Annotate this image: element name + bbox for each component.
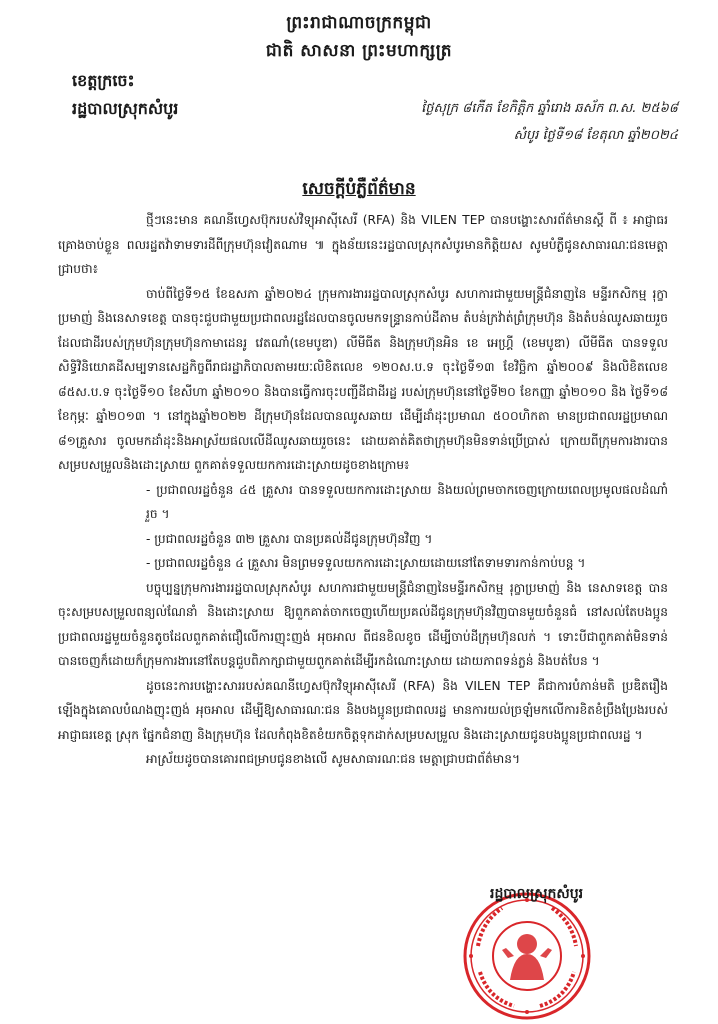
closing-line: អាស្រ័យដូចបានគោរពជម្រាបជូនខាងលើ សូមសាធារណៈជន មេត្តាជ្រាបជាព័ត៌មាន។ (146, 752, 521, 766)
solar-date: សំបូរ ថ្ងៃទី១៨ ខែតុលា ឆ្នាំ២០២៤ (513, 128, 678, 143)
paragraph-conclusion: ដូចនេះការបង្ហោះសាររបស់គណនីហ្វេសប៊ុកវិទ្យុអាស៊ីសេរី (RFA) និង VILEN TEP គឺជាការបំភាន់មតិ ប្រឌិតរឿងឡើងក្នុងគោលបំណងញុះញង់ អុចអាល ដើម្បីឱ្យសាធារណៈជន និងបងប្អូនប្រជាពលរដ្ឋ មានការយល់ច្រឡំមកលើការខិតខំប្រឹងប្រែងរបស់ អាជ្ញាធរខេត្ត ស្រុក ផ្នែកជំនាញ និងក្រុមហ៊ុន ដែលកំពុងខិតខំយកចិត្តទុកដាក់សម្របសម្រួល និងដោះស្រាយជូនបងប្អូនប្រជាពលរដ្ឋ ។ (58, 678, 668, 742)
document-title: សេចក្តីបំភ្លឺព័ត៌មាន (302, 179, 416, 199)
bullet-item: - ប្រជាពលរដ្ឋចំនួន ៣២ គ្រួសារ បានប្រគល់ដីជូនក្រុមហ៊ុនវិញ ។ (146, 531, 433, 546)
paragraph-current-status: បច្ចុប្បន្នក្រុមការងាររដ្ឋបាលស្រុកសំបូរ សហការជាមួយមន្ត្រីជំនាញនៃមន្ទីរកសិកម្ម រុក្ខាប្រមាញ់ និង នេសាទខេត្ត បានចុះសម្របសម្រួលពន្យល់ណែនាំ និងដោះស្រាយ ឱ្យពួកគាត់ចាកចេញហើយប្រគល់ដីជូនក្រុមហ៊ុនវិញបានមួយចំនួនធំ នៅសល់តែបងប្អូនប្រជាពលរដ្ឋមួយចំនួនតូចដែលពួកគាត់ជឿលើការញុះញង់ អុចអាល ពីជនខិលខូច ដើម្បីចាប់ដីក្រុមហ៊ុនលក់ ។ ទោះបីជាពួកគាត់មិនទាន់បានចេញក៏ដោយក៏ក្រុមការងារនៅតែបន្តជួបពិភាក្សាជាមួយពួកគាត់ដើម្បីរកដំណោះស្រាយ ដោយភាពទន់ភ្លន់ និងបត់បែន ។ (58, 580, 668, 668)
paragraph-intro: ថ្មីៗនេះមាន គណនីហ្វេសប៊ុករបស់វិទ្យុអាស៊ីសេរី (RFA) និង VILEN TEP បានបង្ហោះសារព័ត៌មានស្តី ពី ៖ អាជ្ញាធរ គ្រោងចាប់ខ្លួន ពលរដ្ឋតវ៉ាទាមទារដីពីក្រុមហ៊ុនវៀតណាម ៕ ក្នុងន័យនេះរដ្ឋបាលស្រុកសំបូរមានកិត្តិយស សូមបំភ្លឺជូនសាធារណៈជនមេត្តាជ្រាបថា៖ (58, 213, 668, 276)
kingdom-heading: ព្រះរាជាណាចក្រកម្ពុជា (286, 13, 432, 33)
signatory-title: រដ្ឋបាលស្រុកសំបូរ (490, 886, 584, 902)
lunar-date: ថ្ងៃសុក្រ ៨កើត ខែកិត្តិក ឆ្នាំរោង ឆស័ក ព.ស. ២៥៦៨ (421, 101, 678, 116)
document-body (58, 208, 668, 772)
district-admin-heading: រដ្ឋបាលស្រុកសំបូរ (72, 99, 179, 118)
official-seal-icon (458, 888, 596, 1020)
province-heading: ខេត្តក្រចេះ (72, 71, 135, 90)
bullet-item: - ប្រជាពលរដ្ឋចំនួន ៤៥ គ្រួសារ បានទទួលយកការដោះស្រាយ និងយល់ព្រមចាកចេញក្រោយពេលប្រមូលផលដំណាំរួច ។ (146, 482, 668, 521)
bullet-item: - ប្រជាពលរដ្ឋចំនួន ៤ គ្រួសារ មិនព្រមទទួលយកការដោះស្រាយដោយនៅតែទាមទារកាន់កាប់បន្ត ។ (146, 556, 586, 570)
national-motto: ជាតិ សាសនា ព្រះមហាក្សត្រ (265, 41, 453, 61)
paragraph-background: ចាប់ពីថ្ងៃទី១៥ ខែឧសភា ឆ្នាំ២០២៤ ក្រុមការងាររដ្ឋបាលស្រុកសំបូរ សហការជាមួយមន្ត្រីជំនាញនៃ មន្ទីរកសិកម្ម រុក្ខាប្រមាញ់ និងនេសាទខេត្ត បានចុះជួបជាមួយប្រជាពលរដ្ឋដែលបានចូលមកទន្ទ្រានកាប់ដីតាម តំបន់ក្រវ៉ាត់ព្រំក្រុមហ៊ុន និងតំបន់ឈូសឆាយរួច ដែលជាដីរបស់ក្រុមហ៊ុនក្រុមហ៊ុនកាមាដេនរូ វេតណាំ(ខេមបូឌា) លីមីធីត និងក្រុមហ៊ុនអិន ខេ អេហ្គ្រី (ខេមបូឌា) លីមីធីត បានទទួលសិទ្ធិវិនិយោគដីសម្បទានសេដ្ឋកិច្ចពីរាជរដ្ឋាភិបាលតាមរយៈលិខិតលេខ ១២០ស.ប.ទ ចុះថ្ងៃទី១៣ ខែវិច្ឆិកា ឆ្នាំ២០០៩ និងលិខិតលេខ ៨៥ស.ប.ទ ចុះថ្ងៃទី១០ ខែសីហា ឆ្នាំ២០១០ និងបានធ្វើការចុះបញ្ជីដីជាដីរដ្ឋ របស់ក្រុមហ៊ុននៅថ្ងៃទី២០ ខែកញ្ញា ឆ្នាំ២០១០ និង ថ្ងៃទី១៨ ខែកុម្ភៈ ឆ្នាំ២០១៣ ។ នៅក្នុងឆ្នាំ២០២២ ដីក្រុមហ៊ុនដែលបានឈូសឆាយ ដើម្បីដាំដុះប្រមាណ ៥០០ហិកតា មានប្រជាពលរដ្ឋប្រមាណ ៨១គ្រួសារ ចូលមកដាំដុះនិងអាស្រ័យផលលើដីឈូសឆាយរួចនេះ ដោយគាត់គិតថាក្រុមហ៊ុនមិនទាន់ប្រើប្រាស់ ក្រោយពីក្រុមការងារបានសម្របសម្រួលនិងដោះស្រាយ ពួកគាត់ទទួលយកការដោះស្រាយដូចខាងក្រោម៖ (58, 286, 668, 472)
